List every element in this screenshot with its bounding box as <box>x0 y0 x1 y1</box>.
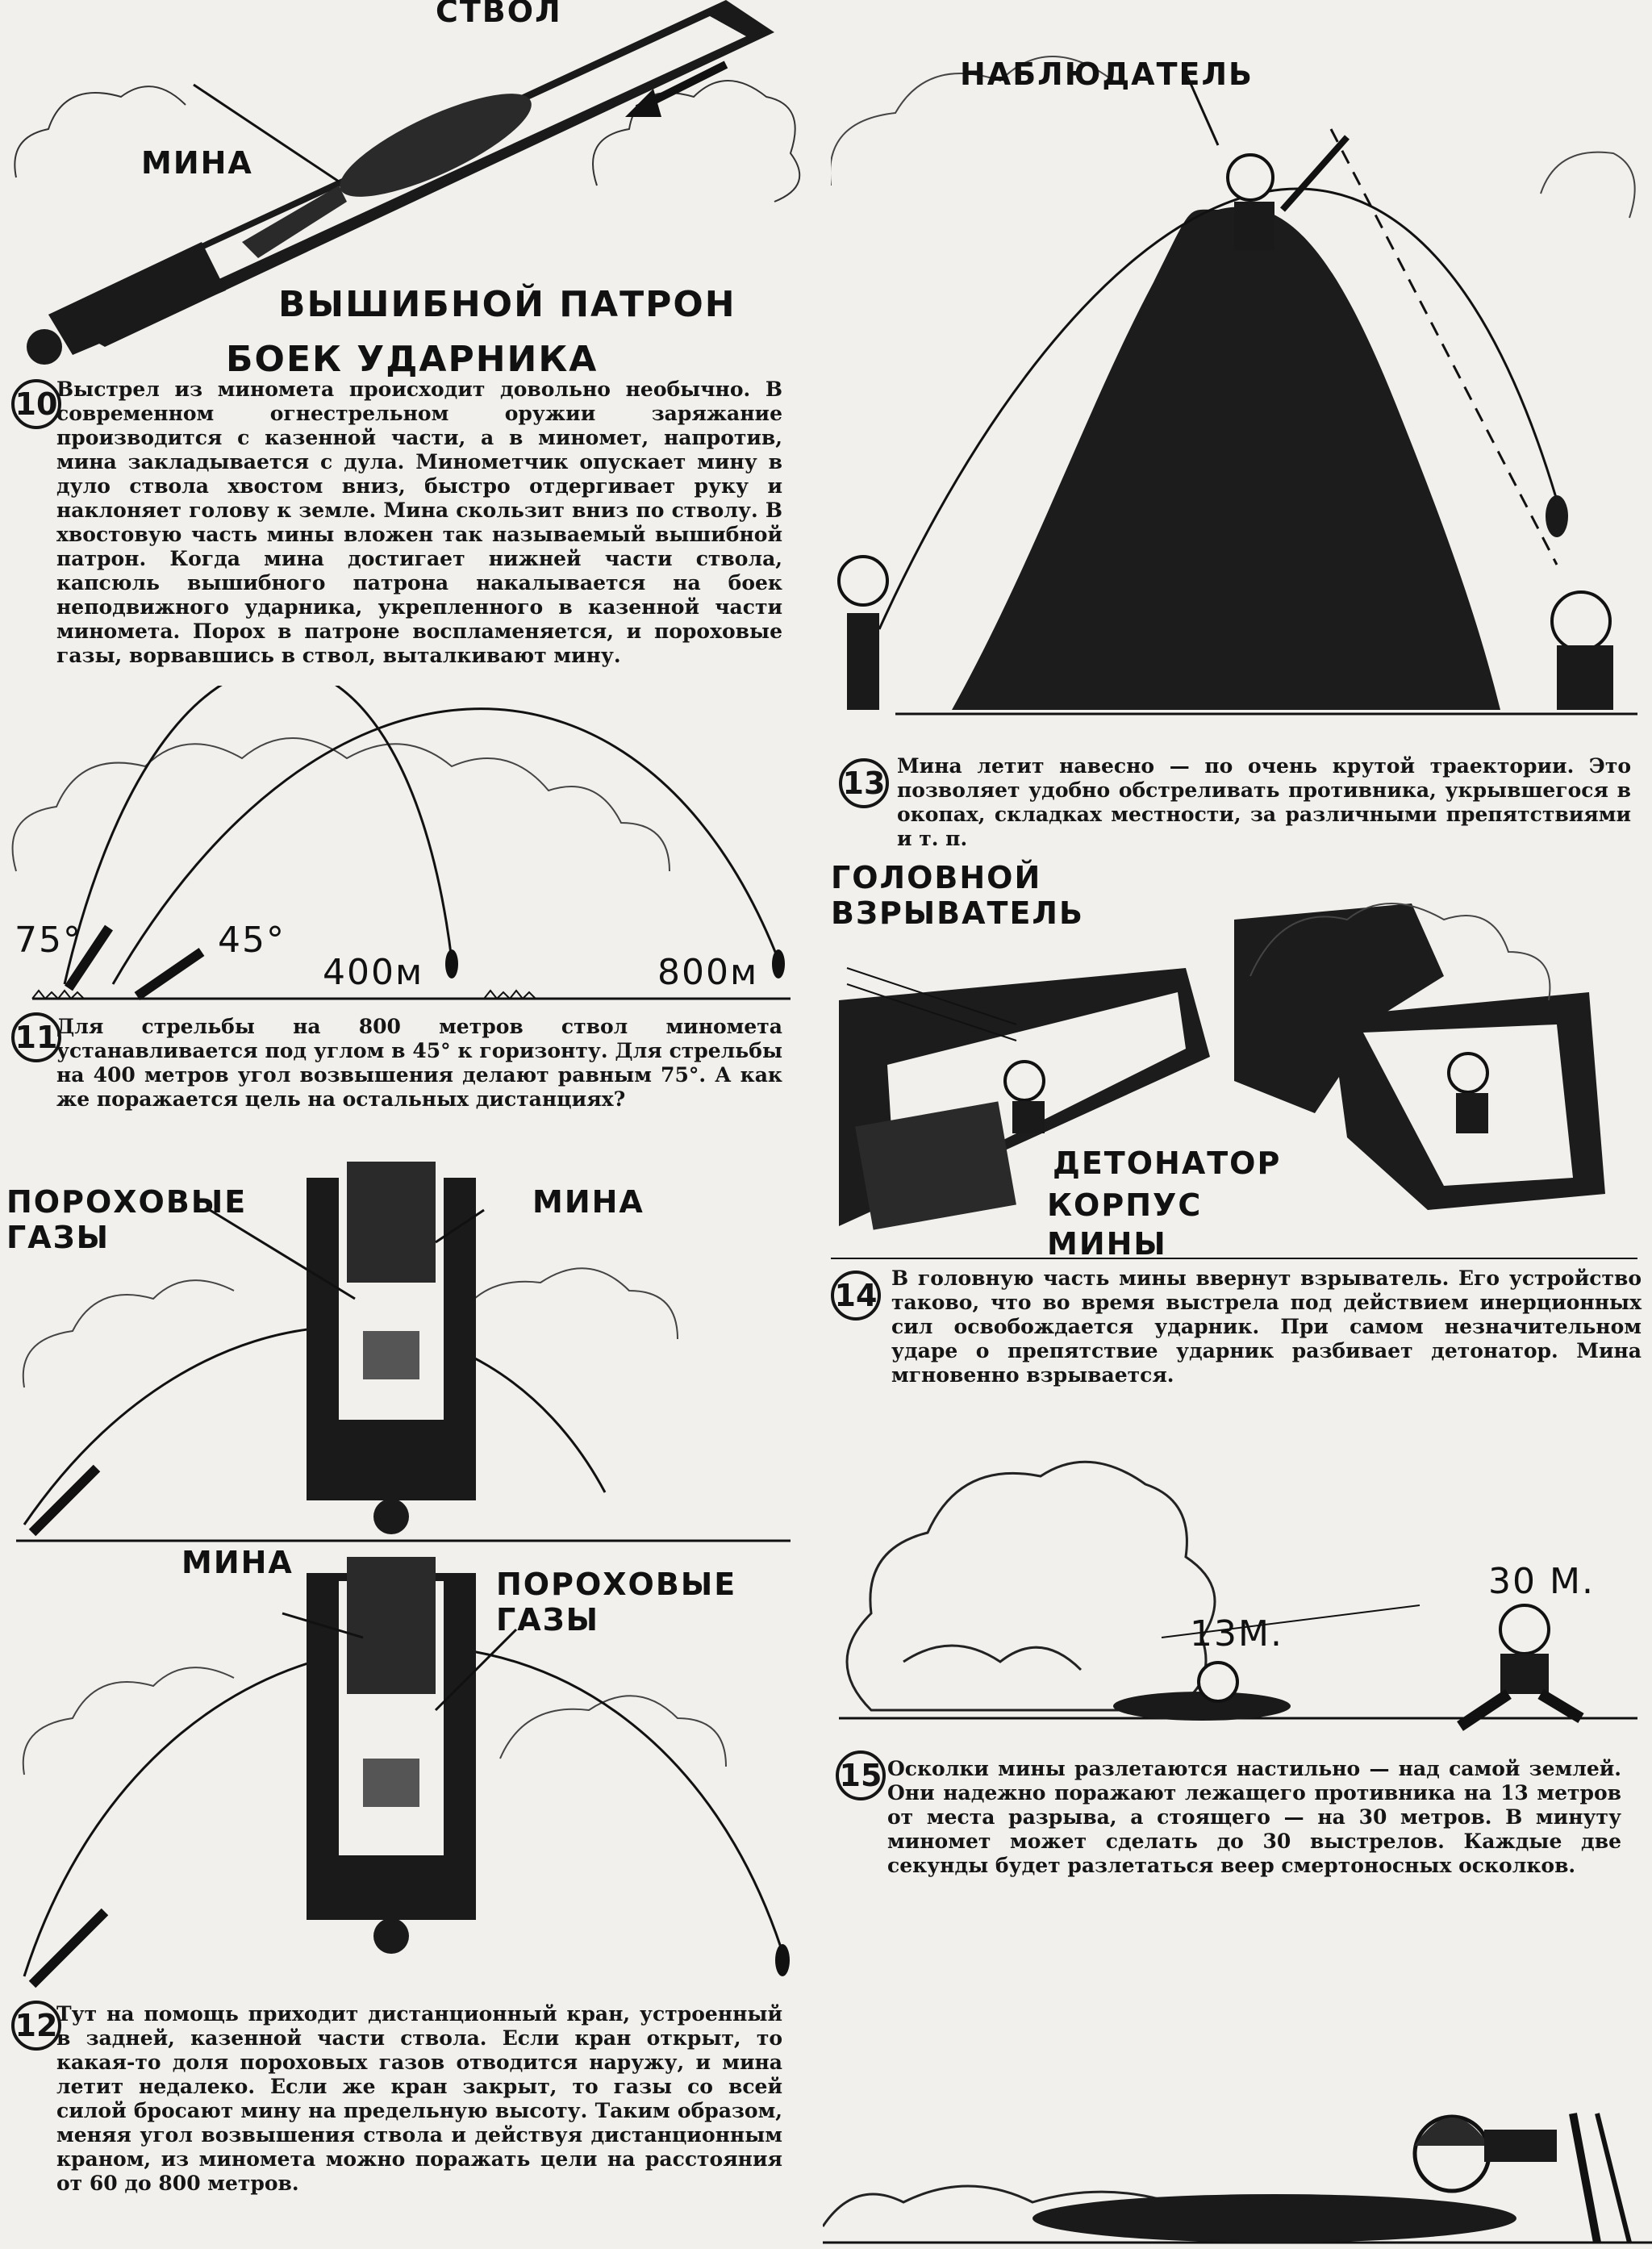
label-angle-75: 75° <box>15 920 82 961</box>
label-distance-13: 13М. <box>1190 1613 1283 1654</box>
label-mine: МИНА <box>141 145 253 181</box>
caption-15: Осколки мины разлетаются настильно — над самой землей. Они надежно поражают лежащего противника на 13 метров от места разрыва, а стоящего — на 30 метров. В минуту миномет может сделать до 30 выстрелов. Каждые две секунды будет разлетаться веер смертоносных осколков. <box>887 1757 1621 1877</box>
label-distance-30: 30 М. <box>1488 1561 1595 1602</box>
label-observer: НАБЛЮДАТЕЛЬ <box>960 56 1254 92</box>
caption-12: Тут на помощь приходит дистанционный кран, устроенный в задней, казенной части ствола. Если кран открыт, то какая-то доля пороховых газов отводится наружу, и мина летит недалеко. Если же кран закрыт, то газы со всей силой бросают мину на предельную высоту. Таким образом, меняя угол возвышения ствола и действуя дистанционным краном, из миномета можно поражать цели на расстояния от 60 до 800 метров. <box>56 2002 782 2195</box>
fuse-illustration <box>831 871 1652 1275</box>
label-firing-pin: БОЕК УДАРНИКА <box>226 339 599 380</box>
label-distance-800: 800м <box>657 952 759 993</box>
panel-number-10: 10 <box>11 379 61 429</box>
label-angle-45: 45° <box>218 920 286 961</box>
caption-14: В головную часть мины ввернут взрыватель. Его устройство таково, что во время выстрела под действием инерционных сил освобождается ударник. При самом незначительном ударе о препятствие ударник разбивает детонатор. Мина мгновенно взрывается. <box>891 1266 1642 1387</box>
panel-10 <box>0 0 807 678</box>
prone-mortar-crew-illustration <box>823 2081 1652 2249</box>
caption-11: Для стрельбы на 800 метров ствол миномета устанавливается под углом в 45° к горизонту. Для стрельбы на 400 метров угол возвышения делают равным 75°. А как же поражается цель на остальных дистанциях? <box>56 1015 782 1111</box>
label-fuse: ГОЛОВНОЙ ВЗРЫВАТЕЛЬ <box>831 860 1084 931</box>
label-gases-bottom: ПОРОХОВЫЕ ГАЗЫ <box>496 1567 737 1638</box>
caption-10: Выстрел из миномета происходит довольно необычно. В современном огнестрельном оружии заряжание производится с казенной части, а в миномет, напротив, мина закладывается с дула. Минометчик опускает мину в дуло ствола хвостом вниз, быстро отдергивает руку и наклоняет голову к земле. Мина скользит вниз по стволу. В хвостовую часть мины вложен так называемый вышибной патрон. Когда мина достигает нижней части ствола, капсюль вышибного патрона накалывается на боек неподвижного ударника, укрепленного в казенной части миномета. Порох в патроне воспламеняется, и пороховые газы, ворвавшись в ствол, выталкивают мину. <box>56 378 782 667</box>
label-barrel: СТВОЛ <box>436 0 562 29</box>
panel-number-11: 11 <box>11 1012 61 1062</box>
panel-number-14: 14 <box>831 1271 881 1321</box>
trajectory-800m <box>113 709 778 984</box>
label-gases-top: ПОРОХОВЫЕ ГАЗЫ <box>6 1184 248 1255</box>
label-mine-bottom: МИНА <box>181 1545 294 1580</box>
panel-12 <box>0 1145 807 2249</box>
panel-13 <box>831 0 1652 871</box>
panel-number-12: 12 <box>11 2001 61 2051</box>
label-cartridge: ВЫШИБНОЙ ПАТРОН <box>278 284 736 325</box>
panel-number-15: 15 <box>836 1750 886 1800</box>
label-distance-400: 400м <box>323 952 424 993</box>
observer-hill-illustration <box>831 0 1652 750</box>
label-mine-body: КОРПУС МИНЫ <box>1047 1187 1203 1262</box>
panel-number-13: 13 <box>839 758 889 808</box>
panel-14 <box>831 860 1652 1412</box>
caption-13: Мина летит навесно — по очень крутой траектории. Это позволяет удобно обстреливать противника, укрывшегося в окопах, складках местности, за различными препятствиями и т. п. <box>897 754 1631 850</box>
hill <box>952 207 1500 710</box>
label-mine-top: МИНА <box>532 1184 645 1220</box>
explosion-cloud <box>847 1462 1215 1710</box>
label-detonator: ДЕТОНАТОР <box>1053 1145 1282 1181</box>
panel-15 <box>823 1420 1652 2249</box>
panel-11 <box>0 686 807 1137</box>
